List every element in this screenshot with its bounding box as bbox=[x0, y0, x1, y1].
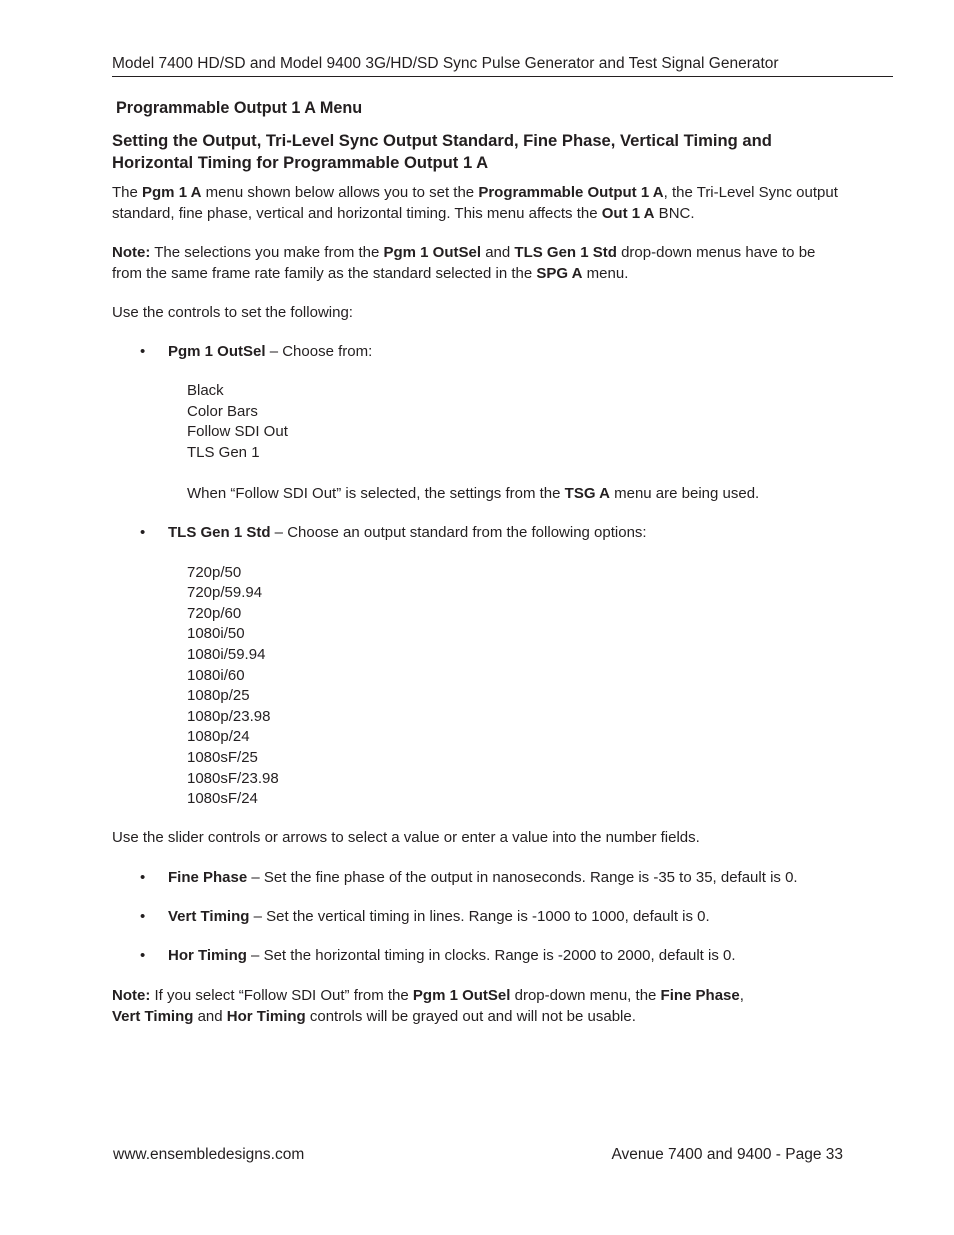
bullet-fine-phase-text bbox=[168, 868, 798, 889]
tls-option: 1080i/50 bbox=[187, 625, 245, 642]
intro-text-3: , the Tri-Level Sync output standard, fine phase, vertical and horizontal timing. This menu affects the bbox=[112, 184, 838, 222]
bullet-dot: • bbox=[140, 524, 146, 541]
tls-option: 1080i/59.94 bbox=[187, 646, 266, 663]
note1-text-1: The selections you make from the bbox=[150, 244, 384, 261]
note2-text-2: drop-down menu, the bbox=[510, 987, 661, 1004]
bullet-dot: • bbox=[140, 869, 146, 886]
intro-text-1: The bbox=[112, 184, 143, 201]
intro-text-2: menu shown below allows you to set the bbox=[201, 184, 479, 201]
bullet-tls-text bbox=[168, 523, 647, 544]
tls-option: 1080sF/24 bbox=[187, 790, 258, 807]
note1-text-3: drop-down menus have to be from the same frame rate family as the standard selected in the bbox=[112, 244, 816, 282]
tls-option: 1080sF/25 bbox=[187, 749, 258, 766]
note2-bold-outsel: Pgm 1 OutSel bbox=[412, 987, 511, 1004]
note2-text-4: and bbox=[193, 1007, 227, 1025]
note1-bold-tls: TLS Gen 1 Std bbox=[514, 244, 617, 261]
tls-option: 1080p/25 bbox=[187, 687, 250, 704]
follow-text-1: When “Follow SDI Out” is selected, the settings from the bbox=[187, 485, 565, 502]
intro-bold-programmable-output: Programmable Output 1 A bbox=[478, 184, 664, 201]
note1-label: Note: bbox=[112, 244, 151, 261]
tls-option: 1080sF/23.98 bbox=[187, 770, 279, 787]
fine-phase-label: Fine Phase bbox=[168, 869, 248, 886]
bullet-hor-timing-text bbox=[168, 946, 736, 967]
note2-bold-vert-timing: Vert Timing bbox=[112, 1007, 194, 1025]
header-title: Model 7400 HD/SD and Model 9400 3G/HD/SD Sync Pulse Generator and Test Signal Generator bbox=[112, 55, 779, 72]
note2-bold-hor-timing: Hor Timing bbox=[226, 1007, 306, 1025]
note2-label: Note: bbox=[112, 987, 151, 1004]
note-paragraph-1 bbox=[112, 243, 842, 284]
note-paragraph-2 bbox=[112, 986, 842, 1027]
note2-text-5: controls will be grayed out and will not be usable. bbox=[305, 1007, 636, 1025]
footer-website: www.ensembledesigns.com bbox=[113, 1146, 305, 1163]
slider-intro-text: Use the slider controls or arrows to select a value or enter a value into the number fields. bbox=[112, 829, 700, 846]
footer-page-number: Avenue 7400 and 9400 - Page 33 bbox=[611, 1146, 843, 1163]
outsel-option: TLS Gen 1 bbox=[187, 444, 260, 461]
intro-text-4: BNC. bbox=[654, 204, 695, 222]
tls-label: TLS Gen 1 Std bbox=[168, 524, 271, 541]
tls-desc: – Choose an output standard from the following options: bbox=[270, 524, 647, 541]
follow-sdi-note bbox=[187, 484, 759, 505]
hor-timing-label: Hor Timing bbox=[168, 947, 247, 964]
follow-text-2: menu are being used. bbox=[609, 485, 760, 502]
intro-bold-out1a: Out 1 A bbox=[601, 204, 655, 222]
tls-option: 1080p/24 bbox=[187, 728, 250, 745]
note2-text-1: If you select “Follow SDI Out” from the bbox=[150, 987, 413, 1004]
outsel-option: Black bbox=[187, 382, 224, 399]
outsel-desc: – Choose from: bbox=[265, 343, 373, 360]
tls-option: 720p/59.94 bbox=[187, 584, 263, 601]
subsection-title: Setting the Output, Tri-Level Sync Output Standard, Fine Phase, Vertical Timing and Horizontal Timing for Programmable Output 1 A bbox=[112, 131, 772, 172]
use-controls-text: Use the controls to set the following: bbox=[112, 304, 353, 321]
hor-timing-desc: – Set the horizontal timing in clocks. Range is -2000 to 2000, default is 0. bbox=[246, 947, 736, 964]
outsel-option: Follow SDI Out bbox=[187, 423, 288, 440]
outsel-option: Color Bars bbox=[187, 403, 258, 420]
tls-option: 720p/60 bbox=[187, 605, 242, 622]
bullet-dot: • bbox=[140, 343, 146, 360]
bullet-dot: • bbox=[140, 908, 146, 925]
note1-bold-spga: SPG A bbox=[536, 264, 583, 282]
tls-option: 1080i/60 bbox=[187, 667, 245, 684]
follow-bold-tsga: TSG A bbox=[564, 485, 610, 502]
intro-paragraph bbox=[112, 183, 842, 224]
bullet-dot: • bbox=[140, 947, 146, 964]
note2-text-3: , bbox=[739, 987, 744, 1004]
outsel-label: Pgm 1 OutSel bbox=[168, 343, 266, 360]
section-title: Programmable Output 1 A Menu bbox=[116, 99, 363, 117]
fine-phase-desc: – Set the fine phase of the output in nanoseconds. Range is -35 to 35, default is 0. bbox=[247, 869, 798, 886]
vert-timing-label: Vert Timing bbox=[168, 908, 250, 925]
bullet-outsel-text bbox=[168, 342, 372, 363]
vert-timing-desc: – Set the vertical timing in lines. Range is -1000 to 1000, default is 0. bbox=[249, 908, 710, 925]
note1-text-2: and bbox=[481, 244, 515, 261]
note1-bold-outsel: Pgm 1 OutSel bbox=[383, 244, 482, 261]
intro-bold-pgm1a: Pgm 1 A bbox=[142, 184, 202, 201]
tls-option: 720p/50 bbox=[187, 564, 242, 581]
note2-bold-fine-phase: Fine Phase bbox=[660, 987, 740, 1004]
note1-text-4: menu. bbox=[582, 264, 629, 282]
running-header bbox=[112, 54, 893, 77]
tls-option: 1080p/23.98 bbox=[187, 708, 271, 725]
bullet-vert-timing-text bbox=[168, 907, 710, 928]
